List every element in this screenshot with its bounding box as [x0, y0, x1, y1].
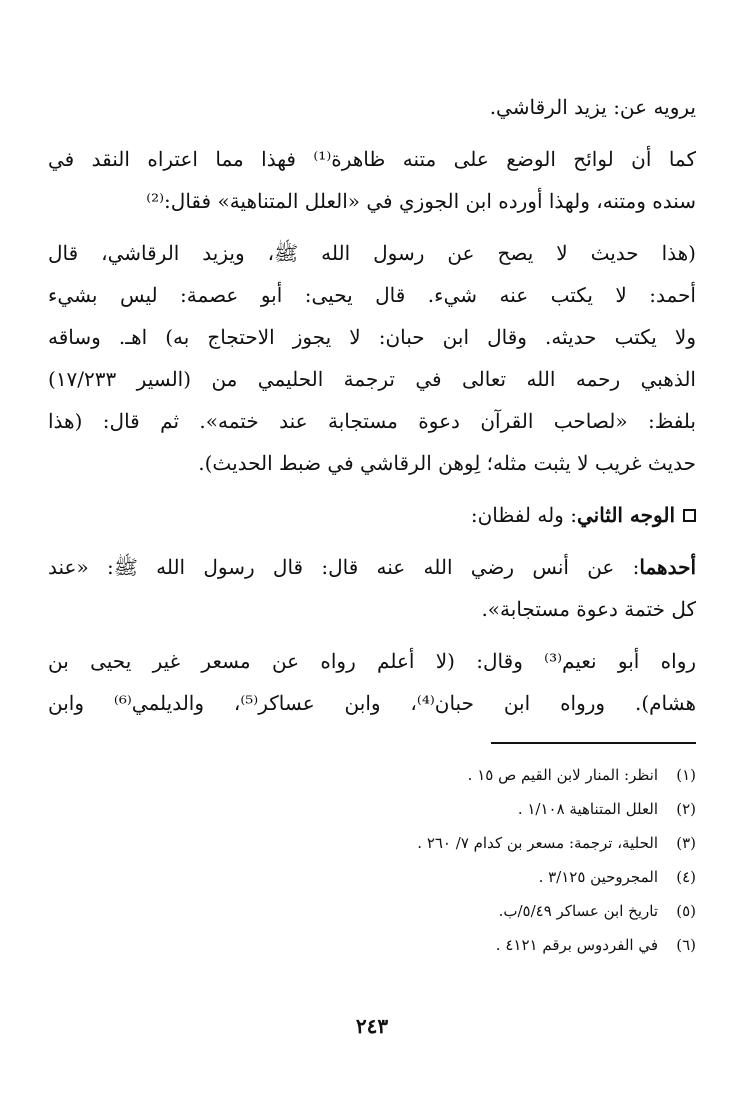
- paragraph-line: سنده ومتنه، ولهذا أورده ابن الجوزي في «العلل المتناهية» فقال:⁽²⁾: [146, 189, 696, 213]
- paragraph-2: [48, 232, 696, 484]
- paragraph-line: ولا يكتب حديثه. وقال ابن حبان: لا يجوز الاحتجاج به) اهـ. وساقه: [48, 325, 696, 349]
- paragraph-line: كما أن لوائح الوضع على متنه ظاهرة⁽¹⁾ فهذا مما اعتراه النقد في: [48, 147, 696, 171]
- paragraph-text: : عن أنس رضي الله عنه قال: قال رسول الله ﷺ: «عند: [48, 555, 640, 579]
- footnote-text: العلل المتناهية ١/١٠٨ .: [517, 800, 658, 818]
- footnote: [48, 792, 696, 826]
- footnote: [48, 860, 696, 894]
- paragraph-line: الذهبي رحمه الله تعالى في ترجمة الحليمي من (السير ١٧/٢٣٣): [48, 367, 696, 391]
- heading-bold: الوجه الثاني: [576, 503, 675, 527]
- page-number: ٢٤٣: [355, 1014, 389, 1038]
- paragraph-line: [48, 546, 696, 588]
- footnote-text: تاريخ ابن عساكر ٥/٤٩/ب.: [498, 902, 658, 920]
- paragraph-line: كل ختمة دعوة مستجابة».: [481, 597, 696, 621]
- section-heading: [48, 494, 696, 536]
- paragraph-line: بلفظ: «لصاحب القرآن دعوة مستجابة عند ختمه». ثم قال: (هذا: [48, 409, 696, 433]
- footnote: [48, 928, 696, 962]
- paragraph-line: أحمد: لا يكتب عنه شيء. قال يحيى: أبو عصمة: ليس بشيء: [48, 283, 696, 307]
- footnote: [48, 826, 696, 860]
- heading-rest: : وله لفظان:: [470, 503, 577, 527]
- footnote-text: في الفردوس برقم ٤١٢١ .: [495, 936, 658, 954]
- paragraph-4: [48, 640, 696, 724]
- footnote: [48, 894, 696, 928]
- footnote-number: (٦): [676, 936, 696, 954]
- footnote-text: الحلية، ترجمة: مسعر بن كدام ٧/ ٢٦٠ .: [417, 834, 658, 852]
- paragraph-line: هشام). ورواه ابن حبان⁽⁴⁾، وابن عساكر⁽⁵⁾، والديلمي⁽⁶⁾ وابن: [48, 691, 697, 715]
- paragraph-1: [48, 138, 696, 222]
- footnote-number: (٥): [676, 902, 696, 920]
- footnote-number: (٣): [676, 834, 696, 852]
- footnote-divider: [491, 742, 696, 744]
- lead-word: أحدهما: [639, 555, 696, 579]
- footnote-number: (١): [676, 766, 696, 784]
- intro-line: يرويه عن: يزيد الرقاشي.: [489, 95, 696, 119]
- footnotes: [48, 758, 696, 962]
- footnote-text: انظر: المنار لابن القيم ص ١٥ .: [467, 766, 658, 784]
- footnote-number: (٢): [676, 800, 696, 818]
- page-body: [48, 86, 696, 1097]
- footnote-number: (٤): [676, 868, 696, 886]
- paragraph-line: (هذا حديث لا يصح عن رسول الله ﷺ، ويزيد الرقاشي، قال: [48, 241, 696, 265]
- footnote-text: المجروحين ٣/١٢٥ .: [538, 868, 658, 886]
- paragraph-line: رواه أبو نعيم⁽³⁾ وقال: (لا أعلم رواه عن مسعر غير يحيى بن: [48, 649, 697, 673]
- paragraph-line: حديث غريب لا يثبت مثله؛ لِوهن الرقاشي في ضبط الحديث).: [198, 451, 696, 475]
- footnote: [48, 758, 696, 792]
- paragraph-3: [48, 546, 696, 630]
- checkbox-icon: [683, 509, 696, 522]
